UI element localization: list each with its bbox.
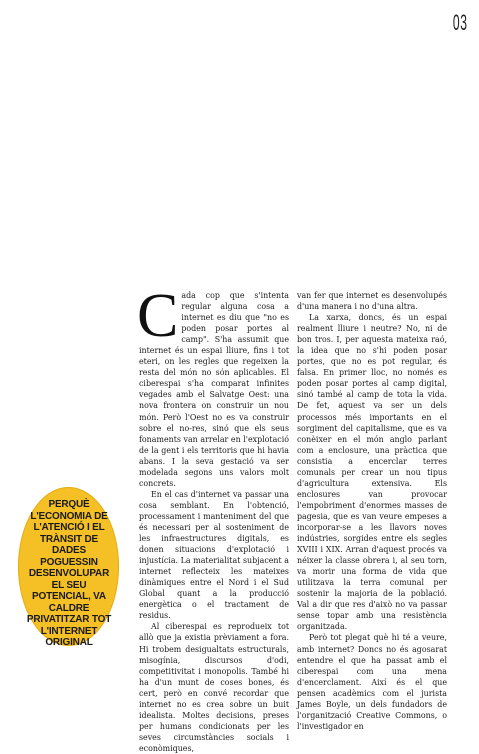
drop-cap: C — [137, 282, 179, 350]
article-paragraph: van fer que internet es desenvolupés d'una manera i no d'una altra. — [297, 291, 447, 312]
page-number: 03 — [452, 10, 467, 35]
article-column-1 — [137, 282, 289, 754]
article-paragraph: Al ciberespai es reprodueix tot allò que ja existia prèviament a fora. Hi trobem desigualtats estructurals, misogínia, discursos d'odi, competitivitat i monopolis. També hi ha d'un munt de coses bones, és cert, però en convé recordar que internet no es crea sobre un buit idealista. Moltes decisions, preses per humans condicionats per les seves circumstàncies socials i econòmiques, — [139, 622, 289, 753]
article-paragraph: En el cas d'internet va passar una cosa semblant. En l'obtenció, processament i manteniment del que és necessari per al sosteniment de les infraestructures digitals, es donen situacions d'explotació i injustícia. La materialitat subjacent a internet reflecteix les mateixes dinàmiques entre el Nord i el Sud Global quant a la producció energètica o el tractament de residus. — [139, 489, 289, 621]
pull-quote: PERQUÈ L'ECONOMIA DE L'ATENCIÓ I EL TRÀNSIT DE DADES POGUESSIN DESENVOLUPAR EL SEU POTENCIAL, VA CALDRE PRIVATITZAR TOT L'INTERNET ORIGINAL — [26, 499, 112, 648]
article-paragraph: Però tot plegat què hi té a veure, amb internet? Doncs no és agosarat entendre el que ha passat amb el ciberespai com una mena d'encerclament. Així és el que pensen acadèmics com el jurista James Boyle, un dels fundadors de l'organització Creative Commons, o l'investigador en — [297, 633, 447, 731]
article-paragraph: La xarxa, doncs, és un espai realment lliure i neutre? No, ni de bon tros. I, per aquesta mateixa raó, la idea que no s'hi poden posar portes, que no es pot regular, és falsa. En primer lloc, no només es poden posar portes al camp digital, sinó també al camp de tota la vida. De fet, aquest va ser un dels processos més importants en el sorgiment del capitalisme, que es va conèixer en el món anglo parlant com a enclosure, una pràctica que consistia a encerclar terres comunals per crear un nou tipus d'agricultura extensiva. Els enclosures van provocar l'empobriment d'enormes masses de pagesia, que es van veure empeses a incorporar-se a les llavors noves indústries, sorgides entre els segles XVIII i XIX. Arran d'aquest procés va néixer la classe obrera i, al seu torn, va morir una forma de vida que utilitzava la terra comunal per sostenir la majoria de la població. Val a dir que res d'això no va passar sense topar amb una resistència organitzada. — [297, 313, 447, 632]
article-paragraph: Cada cop que s'intenta regular alguna cosa a internet es diu que "no es poden posar portes al camp". S'ha assumit que internet és un espai lliure, fins i tot eteri, on les regles que regeixen la resta del món no són aplicables. El ciberespai s'ha comparat infinites vegades amb el Salvatge Oest: una nova frontera on construir un nou món. Però l'Oest no es va construir sobre el no-res, sinó que els seus fonaments van arrelar en l'explotació de la gent i els territoris que hi havia abans. I la seva gestació va ser modelada segons uns valors molt concrets. — [137, 282, 289, 488]
article-column-2 — [297, 290, 447, 732]
